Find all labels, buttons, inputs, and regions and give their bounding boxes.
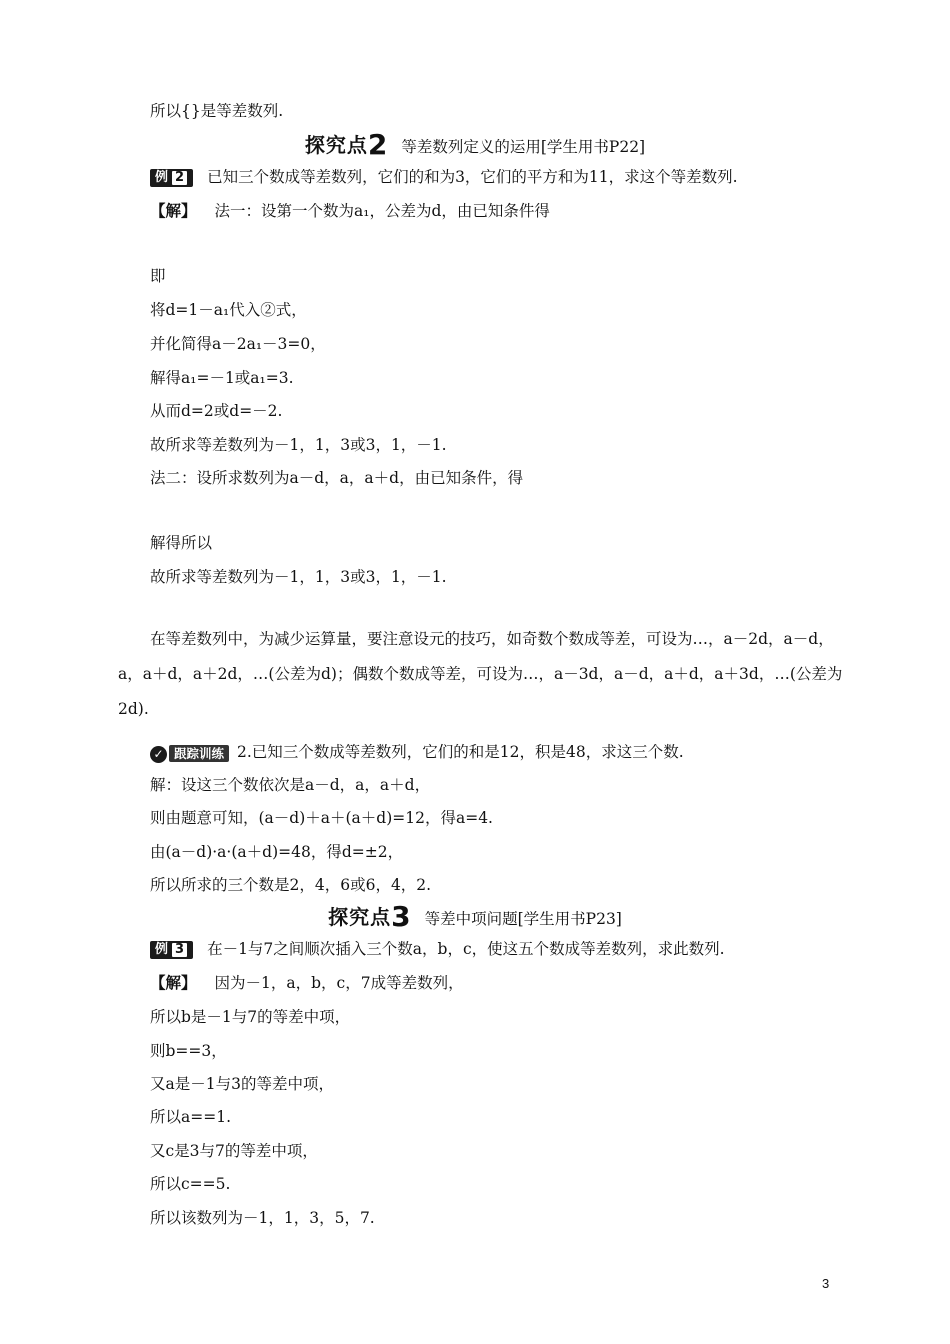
section-3-subtitle: 等差中项问题[学生用书P23] [424,910,622,928]
training-line-3: 由(a－d)·a·(a＋d)=48，得d=±2， [150,843,404,861]
training-question [150,741,684,764]
example-2-solution-line-2: 即 [150,267,166,285]
example-2-solution-line-10: 故所求等差数列为－1，1，3或3，1，－1. [150,568,447,586]
example-3-solution-line-3: 则b==3， [150,1042,227,1060]
example-3-text: 在－1与7之间顺次插入三个数a，b，c，使这五个数成等差数列，求此数列. [207,940,725,958]
method-note: 在等差数列中，为减少运算量，要注意设元的技巧，如奇数个数成等差，可设为…，a－2d，a－d，a，a＋d，a＋2d，…(公差为d)；偶数个数成等差，可设为…，a－3d，a－d，a＋d，a＋3d，…(公差为2d). [118,630,843,718]
training-line-1: 解：设这三个数依次是a－d，a，a＋d， [150,776,431,794]
training-line-2: 则由题意可知，(a－d)＋a＋(a＋d)=12，得a=4. [150,809,493,827]
check-icon: ✓ [150,746,167,763]
example-2 [150,166,738,188]
example-2-solution-line-1: 【解】 法一：设第一个数为a₁，公差为d，由已知条件得 [150,201,550,220]
section-2-title: 探究点 [304,133,368,157]
section-2-heading [0,128,950,161]
intro-line: 所以{}是等差数列. [150,102,284,120]
example-2-solution-line-3: 将d=1－a₁代入②式， [150,301,307,319]
example-3-solution-line-8: 所以该数列为－1，1，3，5，7. [150,1209,375,1227]
example-3-solution-line-5: 所以a==1. [150,1108,232,1126]
example-2-text: 已知三个数成等差数列，它们的和为3，它们的平方和为11，求这个等差数列. [207,168,738,186]
training-line-4: 所以所求的三个数是2，4，6或6，4，2. [150,876,432,894]
example-3-solution-line-7: 所以c==5. [150,1175,231,1193]
example-3-solution-line-6: 又c是3与7的等差中项， [150,1142,318,1160]
example-3-solution-line-1: 【解】 因为－1，a，b，c，7成等差数列， [150,973,464,992]
example-2-solution-line-9: 解得所以 [150,534,213,552]
section-2-number: 2 [367,128,388,161]
example-2-solution-line-6: 从而d=2或d=－2. [150,402,283,420]
example-2-solution-line-4: 并化简得a－2a₁－3=0， [150,335,326,353]
example-3-badge: 例 3 [150,941,193,959]
section-3-heading [0,900,950,933]
section-3-title: 探究点 [328,905,392,929]
example-3 [150,938,725,960]
solution-label: 【解】 [150,973,197,992]
example-2-solution-line-7: 故所求等差数列为－1，1，3或3，1，－1. [150,436,447,454]
example-3-solution-line-4: 又a是－1与3的等差中项， [150,1075,334,1093]
example-2-solution-line-8: 法二：设所求数列为a－d，a，a＋d，由已知条件，得 [150,469,524,487]
solution-label: 【解】 [150,201,197,220]
example-2-solution-line-5: 解得a₁=－1或a₁=3. [150,369,294,387]
training-text: 2.已知三个数成等差数列，它们的和是12，积是48，求这三个数. [237,743,684,761]
example-3-solution-line-2: 所以b是－1与7的等差中项， [150,1008,351,1026]
section-2-subtitle: 等差数列定义的运用[学生用书P22] [401,138,646,156]
training-badge: ✓ 跟踪训练 [150,742,229,764]
page-number: 3 [822,1276,830,1291]
example-2-badge: 例 2 [150,169,193,187]
section-3-number: 3 [391,900,411,933]
